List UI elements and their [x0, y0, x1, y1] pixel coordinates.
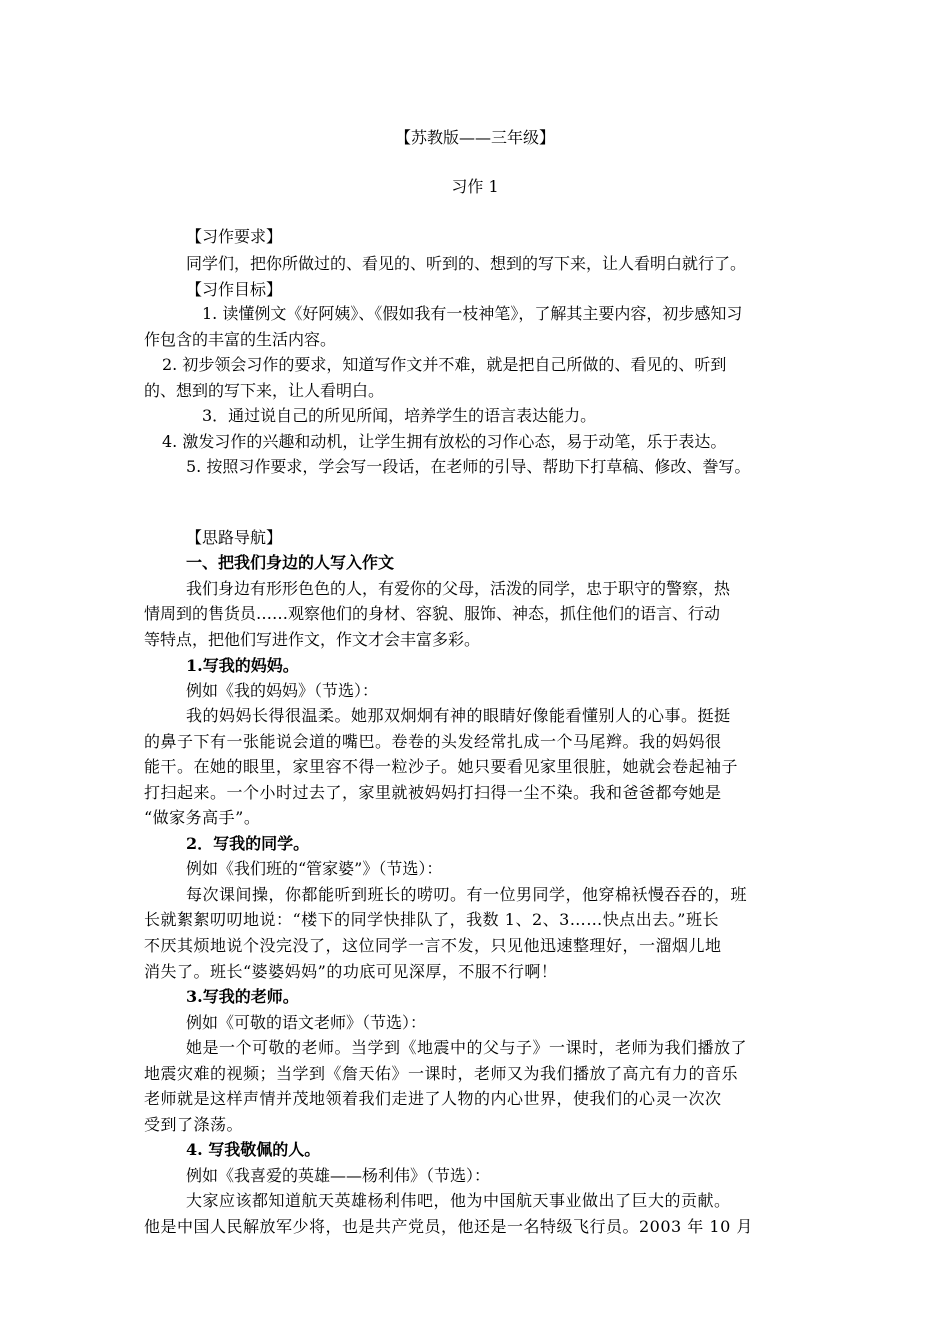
text-line: 等特点，把他们写进作文，作文才会丰富多彩。	[144, 630, 481, 649]
text-line: 受到了涤荡。	[144, 1115, 244, 1134]
text-line: 大家应该都知道航天英雄杨利伟吧，他为中国航天事业做出了巨大的贡献。	[186, 1191, 731, 1210]
text-line: 消失了。班长“婆婆妈妈”的功底可见深厚，不服不行啊！	[144, 962, 558, 981]
text-line: 老师就是这样声情并茂地领着我们走进了人物的内心世界，使我们的心灵一次次	[144, 1089, 722, 1108]
text-line: 【习作目标】	[186, 280, 283, 299]
text-line: 2. 初步领会习作的要求，知道写作文并不难，就是把自己所做的、看见的、听到	[162, 355, 727, 374]
section-heading: 3.写我的老师。	[186, 987, 299, 1006]
text-line: 3．通过说自己的所见所闻，培养学生的语言表达能力。	[202, 406, 597, 425]
text-line: 【习作要求】	[186, 227, 283, 246]
text-line: 4. 激发习作的兴趣和动机，让学生拥有放松的习作心态，易于动笔，乐于表达。	[162, 432, 727, 451]
section-heading: 2．写我的同学。	[186, 834, 310, 853]
text-line: 1. 读懂例文《好阿姨》、《假如我有一枝神笔》，了解其主要内容，初步感知习	[202, 304, 743, 323]
text-line: 每次课间操，你都能听到班长的唠叨。有一位男同学，他穿棉袄慢吞吞的，班	[186, 885, 748, 904]
text-line: 他是中国人民解放军少将，也是共产党员，他还是一名特级飞行员。2003 年 10 月	[144, 1217, 753, 1236]
text-line: 的鼻子下有一张能说会道的嘴巴。卷卷的头发经常扎成一个马尾辫。我的妈妈很	[144, 732, 722, 751]
text-line: 打扫起来。一个小时过去了，家里就被妈妈打扫得一尘不染。我和爸爸都夸她是	[144, 783, 722, 802]
text-line: 我们身边有形形色色的人，有爱你的父母，活泼的同学，忠于职守的警察，热	[186, 579, 731, 598]
text-line: 我的妈妈长得很温柔。她那双炯炯有神的眼睛好像能看懂别人的心事。挺挺	[186, 706, 731, 725]
page-title: 习作 1	[451, 177, 499, 196]
text-line: 作包含的丰富的生活内容。	[144, 330, 337, 349]
section-heading: 4. 写我敬佩的人。	[186, 1140, 321, 1159]
text-line: 例如《可敬的语文老师》（节选）：	[186, 1013, 427, 1032]
text-line: 例如《我们班的“管家婆”》（节选）：	[186, 859, 443, 878]
text-line: 【思路导航】	[186, 528, 283, 547]
section-heading: 1.写我的妈妈。	[186, 656, 299, 675]
text-line: 同学们，把你所做过的、看见的、听到的、想到的写下来，让人看明白就行了。	[186, 254, 747, 273]
text-line: 例如《我喜爱的英雄——杨利伟》（节选）：	[186, 1166, 491, 1185]
text-line: 的、想到的写下来，让人看明白。	[144, 381, 385, 400]
text-line: 例如《我的妈妈》（节选）：	[186, 681, 379, 700]
text-line: 5. 按照习作要求，学会写一段话，在老师的引导、帮助下打草稿、修改、誊写。	[186, 457, 751, 476]
text-line: 不厌其烦地说个没完没了，这位同学一言不发，只见他迅速整理好，一溜烟儿地	[144, 936, 722, 955]
text-line: 长就絮絮叨叨地说：“楼下的同学快排队了，我数 1、2、3……快点出去。”班长	[144, 910, 719, 929]
section-heading: 一、把我们身边的人写入作文	[186, 553, 395, 572]
text-line: 她是一个可敬的老师。当学到《地震中的父与子》一课时，老师为我们播放了	[186, 1038, 748, 1057]
text-line: 能干。在她的眼里，家里容不得一粒沙子。她只要看见家里很脏，她就会卷起袖子	[144, 757, 739, 776]
text-line: 地震灾难的视频；当学到《詹天佑》一课时，老师又为我们播放了高亢有力的音乐	[144, 1064, 739, 1083]
edition-heading: 【苏教版——三年级】	[394, 128, 555, 147]
text-line: “做家务高手”。	[144, 808, 261, 827]
text-line: 情周到的售货员……观察他们的身材、容貌、服饰、神态，抓住他们的语言、行动	[144, 604, 721, 623]
